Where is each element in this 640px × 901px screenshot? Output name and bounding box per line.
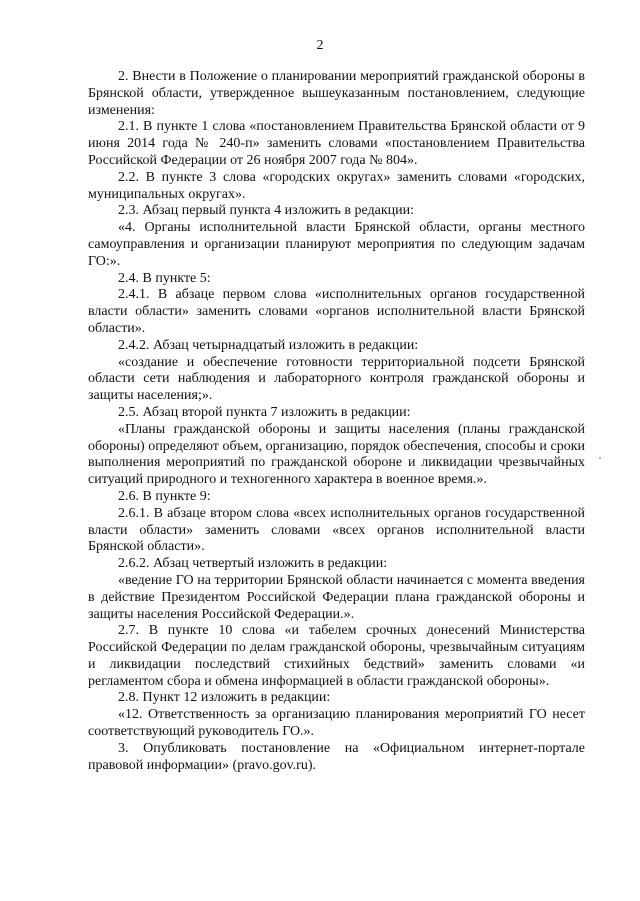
paragraph-2-6-2-quote: «ведение ГО на территории Брянской области начинается с момента введения в действие Президентом Российской Федерации плана гражданской обороны и защиты населения Российской Федерации.». — [88, 572, 585, 622]
document-body — [88, 69, 585, 774]
paragraph-2-6-2: 2.6.2. Абзац четвертый изложить в редакции: — [118, 556, 388, 572]
scan-speck — [599, 457, 601, 459]
paragraph-2-6: 2.6. В пункте 9: — [118, 488, 211, 504]
page-number: 2 — [316, 38, 324, 53]
paragraph-2-8: 2.8. Пункт 12 изложить в редакции: — [118, 690, 331, 706]
paragraph-2-2: 2.2. В пункте 3 слова «городских округах» заменить словами «городских, муниципальных округах». — [88, 169, 585, 202]
paragraph-2-4: 2.4. В пункте 5: — [118, 270, 211, 286]
paragraph-2: 2. Внести в Положение о планировании мероприятий гражданской обороны в Брянской области, утвержденное вышеуказанным постановлением, следующие изменения: — [88, 69, 585, 118]
paragraph-2-5: 2.5. Абзац второй пункта 7 изложить в редакции: — [118, 404, 411, 420]
paragraph-2-4-2-quote: «создание и обеспечение готовности территориальной подсети Брянской области сети наблюдения и лабораторного контроля гражданской обороны и защиты населения;». — [88, 354, 585, 404]
paragraph-2-4-2: 2.4.2. Абзац четырнадцатый изложить в редакции: — [118, 337, 419, 353]
paragraph-2-3: 2.3. Абзац первый пункта 4 изложить в редакции: — [118, 203, 415, 219]
paragraph-2-7: 2.7. В пункте 10 слова «и табелем срочных донесений Министерства Российской Федерации по делам гражданской обороны, чрезвычайным ситуациям и ликвидации последствий стихийных бедствий» заменить словами «и регламентом сбора и обмена информацией в области гражданской обороны». — [88, 623, 585, 689]
paragraph-2-4-1: 2.4.1. В абзаце первом слова «исполнительных органов государственной власти области» заменить словами «органов исполнительной власти Брянской области». — [88, 287, 585, 336]
paragraph-2-5-quote: «Планы гражданской обороны и защиты населения (планы гражданской обороны) определяют объем, организацию, порядок обеспечения, способы и сроки выполнения мероприятий по гражданской обороне и ликвидации чрезвычайных ситуаций природного и техногенного характера в военное время.». — [88, 421, 585, 488]
paragraph-2-6-1: 2.6.1. В абзаце втором слова «всех исполнительных органов государственной власти области» заменить словами «всех органов исполнительной власти Брянской области». — [88, 505, 585, 555]
paragraph-3: 3. Опубликовать постановление на «Официальном интернет-портале правовой информации» (pravo.gov.ru). — [88, 740, 585, 773]
paragraph-2-8-quote: «12. Ответственность за организацию планирования мероприятий ГО несет соответствующий руководитель ГО.». — [88, 707, 585, 740]
paragraph-2-3-quote: «4. Органы исполнительной власти Брянской области, органы местного самоуправления и организации планируют мероприятия по следующим задачам ГО:». — [88, 220, 585, 269]
paragraph-2-1: 2.1. В пункте 1 слова «постановлением Правительства Брянской области от 9 июня 2014 года № 240-п» заменить словами «постановлением Правительства Российской Федерации от 26 ноября 2007 года № 804». — [88, 119, 585, 168]
